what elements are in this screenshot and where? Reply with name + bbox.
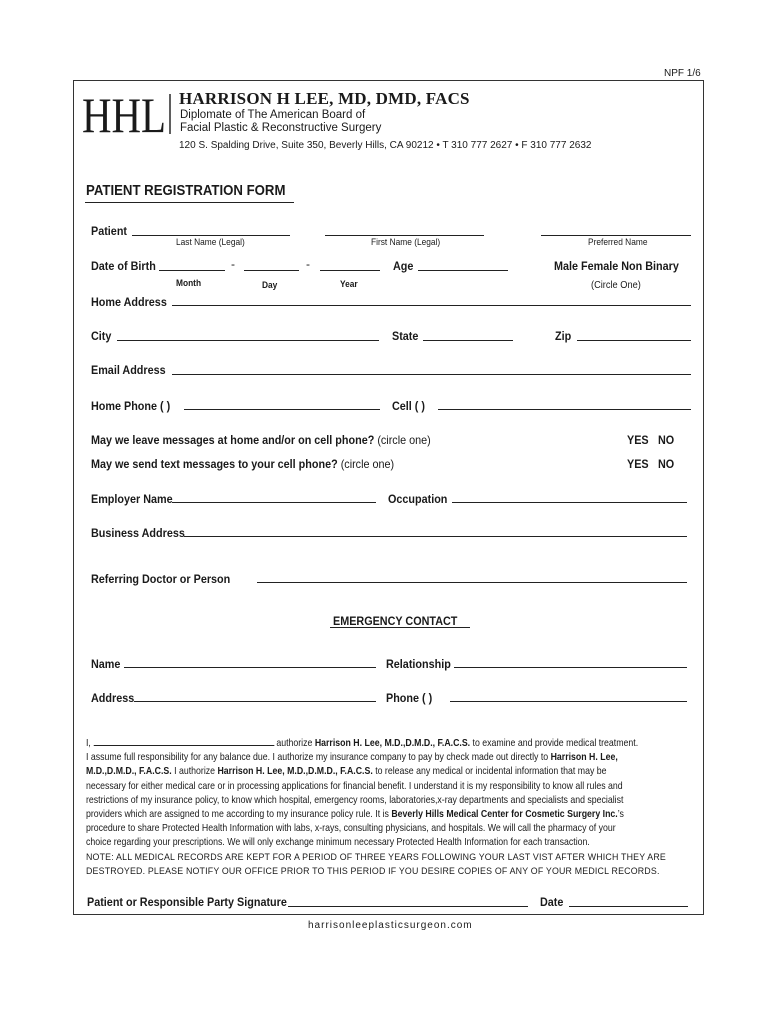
board-line-2: Facial Plastic & Reconstructive Surgery (180, 122, 382, 134)
auth-line-8: choice regarding your prescriptions. We will only exchange minimum necessary Protected Health Information for each transaction. (86, 837, 590, 849)
dob-label: Date of Birth (91, 259, 156, 273)
home-phone-label: Home Phone ( ) (91, 399, 171, 413)
board-line-1: Diplomate of The American Board of (180, 109, 366, 121)
note-line-1: NOTE: ALL MEDICAL RECORDS ARE KEPT FOR A PERIOD OF THREE YEARS FOLLOWING YOUR LAST VIST AFTER WHICH THEY ARE (86, 851, 666, 863)
page-code: NPF 1/6 (664, 68, 701, 79)
zip-field[interactable] (577, 340, 691, 341)
employer-field[interactable] (172, 502, 376, 503)
emergency-address-field[interactable] (134, 701, 376, 702)
emergency-name-field[interactable] (124, 667, 376, 668)
dob-day-field[interactable] (244, 270, 299, 271)
signature-label: Patient or Responsible Party Signature (87, 895, 287, 909)
email-field[interactable] (172, 374, 691, 375)
auth-line-1: I, authorize Harrison H. Lee, M.D.,D.M.D., F.A.C.S. to examine and provide medical treatment. (86, 738, 639, 749)
dob-year-field[interactable] (320, 270, 380, 271)
cell-phone-field[interactable] (438, 409, 691, 410)
doctor-name: HARRISON H LEE, MD, DMD, FACS (179, 89, 470, 108)
patient-label: Patient (91, 224, 128, 238)
emergency-phone-field[interactable] (450, 701, 687, 702)
month-caption: Month (176, 278, 202, 289)
year-caption: Year (340, 279, 358, 290)
website-footer: harrisonleeplasticsurgeon.com (308, 920, 473, 931)
first-name-field[interactable] (325, 235, 484, 236)
last-name-field[interactable] (132, 235, 290, 236)
auth-line-5: restrictions of my insurance policy, to know which hospital, emergency rooms, laboratories,x-ray departments and specialists and specialist (86, 794, 624, 806)
practice-logo (82, 87, 172, 143)
signature-field[interactable] (288, 906, 528, 907)
business-address-field[interactable] (184, 536, 687, 537)
practice-address: 120 S. Spalding Drive, Suite 350, Beverly Hills, CA 90212 • T 310 777 2627 • F 310 777 2632 (179, 140, 592, 151)
relationship-field[interactable] (454, 667, 687, 668)
messages-question: May we leave messages at home and/or on cell phone? (circle one) (91, 433, 431, 447)
zip-label: Zip (555, 329, 572, 343)
note-line-2: DESTROYED. PLEASE NOTIFY OUR OFFICE PRIOR TO THIS PERIOD IF YOU DESIRE COPIES OF ANY OF YOUR MEDICL RECORDS. (86, 865, 660, 877)
age-label: Age (393, 259, 414, 273)
text-question: May we send text messages to your cell phone? (circle one) (91, 457, 395, 471)
dob-separator-2: - (306, 257, 310, 271)
date-label: Date (540, 895, 564, 909)
age-field[interactable] (418, 270, 508, 271)
date-field[interactable] (569, 906, 688, 907)
authorization-paragraph (86, 736, 690, 879)
circle-one-hint: (Circle One) (591, 279, 641, 291)
day-caption: Day (262, 280, 278, 291)
auth-line-4: necessary for either medical care or in processing applications for financial benefit. I understand it is my responsibility to know all rules and (86, 780, 623, 792)
referring-field[interactable] (257, 582, 687, 583)
title-underline (85, 202, 294, 203)
emergency-title-underline (330, 627, 470, 628)
emergency-phone-label: Phone ( ) (386, 691, 433, 705)
auth-line-3: M.D.,D.M.D., F.A.C.S. I authorize Harrison H. Lee, M.D.,D.M.D., F.A.C.S. to release any medical or incidental information that may be (86, 766, 607, 778)
text-no-option[interactable]: NO (658, 457, 675, 471)
auth-line-2: I assume full responsibility for any balance due. I authorize my insurance company to pay by check made out directly to Harrison H. Lee, (86, 752, 618, 764)
occupation-label: Occupation (388, 492, 448, 506)
emergency-address-label: Address (91, 691, 135, 705)
dob-separator-1: - (231, 257, 235, 271)
home-address-field[interactable] (172, 305, 691, 306)
gender-options[interactable]: Male Female Non Binary (554, 259, 679, 273)
auth-line-6: providers which are assigned to me according to my insurance policy rule. It is Beverly Hills Medical Center for Cosmetic Surgery Inc.’s (86, 809, 624, 821)
state-field[interactable] (423, 340, 513, 341)
employer-label: Employer Name (91, 492, 173, 506)
auth-line-7: procedure to share Protected Health Information with labs, x-rays, consulting physicians, and hospitals. We will call the pharmacy of your (86, 823, 616, 835)
business-address-label: Business Address (91, 526, 185, 540)
city-field[interactable] (117, 340, 379, 341)
relationship-label: Relationship (386, 657, 451, 671)
messages-no-option[interactable]: NO (658, 433, 675, 447)
logo-lettering: HHL (82, 87, 166, 143)
referring-label: Referring Doctor or Person (91, 572, 231, 586)
preferred-name-field[interactable] (541, 235, 691, 236)
dob-month-field[interactable] (159, 270, 225, 271)
messages-yes-option[interactable]: YES (627, 433, 649, 447)
last-name-caption: Last Name (Legal) (176, 237, 245, 248)
city-label: City (91, 329, 112, 343)
home-address-label: Home Address (91, 295, 167, 309)
preferred-name-caption: Preferred Name (588, 237, 648, 248)
home-phone-field[interactable] (184, 409, 380, 410)
emergency-contact-title: EMERGENCY CONTACT (333, 614, 458, 628)
occupation-field[interactable] (452, 502, 687, 503)
authorizer-name-field[interactable] (93, 736, 274, 746)
form-title: PATIENT REGISTRATION FORM (86, 182, 286, 199)
first-name-caption: First Name (Legal) (371, 237, 441, 248)
state-label: State (392, 329, 419, 343)
cell-phone-label: Cell ( ) (392, 399, 426, 413)
email-label: Email Address (91, 363, 166, 377)
emergency-name-label: Name (91, 657, 121, 671)
text-yes-option[interactable]: YES (627, 457, 649, 471)
